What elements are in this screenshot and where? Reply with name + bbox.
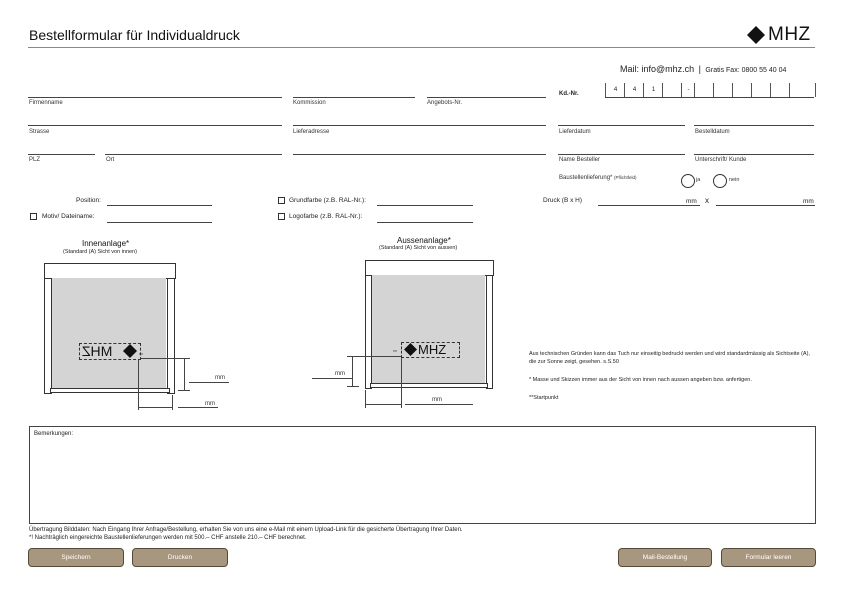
plz-label: PLZ: [29, 157, 41, 163]
outer-logo-diamond-icon: [404, 343, 417, 356]
ort-label: Ort: [106, 157, 115, 163]
inner-dim-left: [138, 360, 139, 410]
remarks-label: Bemerkungen:: [34, 431, 74, 437]
kommission-label: Kommission: [293, 100, 326, 106]
outer-subtitle: (Standard (A) Sicht von aussen): [379, 245, 458, 251]
inner-fabric: [52, 278, 166, 388]
druck-label: Druck (B x H): [543, 197, 582, 204]
inner-dim-right: [172, 395, 173, 410]
baustellenlieferung-text: Baustellenlieferung*: [559, 175, 613, 181]
name-besteller-label: Name Besteller: [559, 157, 601, 163]
druck-width-unit: mm: [686, 198, 697, 205]
outer-dim-left: [365, 390, 366, 408]
outer-height-unit: mm: [335, 371, 345, 377]
footer-surcharge-note: *! Nachträglich eingereichte Baustellenlieferungen werden mit 500.– CHF anstelle 210.– CHF berechnet.: [29, 535, 307, 541]
inner-bottom-bar: [50, 388, 170, 393]
firmenname-field[interactable]: [28, 97, 282, 98]
lieferadresse-field[interactable]: [293, 125, 546, 126]
clear-form-button[interactable]: Formular leeren: [721, 548, 816, 567]
grundfarbe-label: Grundfarbe (z.B. RAL-Nr.):: [289, 197, 366, 204]
outer-dim-right: [401, 358, 402, 408]
outer-width-field[interactable]: [405, 404, 473, 405]
druck-width-field[interactable]: [598, 205, 700, 206]
angebots-nr-field[interactable]: [427, 97, 546, 98]
outer-fabric: [372, 275, 485, 383]
baustellenlieferung-label: [559, 175, 637, 181]
firmenname-label: Firmenname: [29, 100, 63, 106]
outer-logo-text: MHZ: [418, 342, 447, 357]
inner-head-box: [44, 263, 176, 279]
kdnr-cell-10[interactable]: [770, 83, 790, 97]
outer-dim-tick-top: [347, 356, 401, 357]
kdnr-blank-1[interactable]: [662, 83, 682, 97]
lieferadresse-field-2[interactable]: [293, 154, 546, 155]
outer-rail-right: [486, 275, 493, 389]
outer-height-field[interactable]: [312, 378, 352, 379]
lieferdatum-label: Lieferdatum: [559, 129, 591, 135]
inner-dim-tick-bot: [178, 390, 190, 391]
kommission-field[interactable]: [293, 97, 415, 98]
outer-rail-left: [365, 275, 372, 389]
unterschrift-field[interactable]: [694, 154, 814, 155]
lieferadresse-label: Lieferadresse: [293, 129, 330, 135]
footer-upload-note: Übertragung Bilddaten: Nach Eingang Ihrer Anfrage/Bestellung, erhalten Sie von uns eine e-Mail mit einem Upload-Link für die gesicherte Übertragung Ihrer Daten.: [29, 527, 463, 533]
inner-star-marker: **: [139, 353, 143, 359]
strasse-field[interactable]: [28, 125, 282, 126]
logofarbe-label: Logofarbe (z.B. RAL-Nr.):: [289, 213, 363, 220]
fax-number: Gratis Fax: 0800 55 40 04: [705, 67, 787, 74]
remarks-box[interactable]: [29, 426, 816, 524]
contact-line: [620, 59, 786, 77]
inner-dim-tick-top: [140, 358, 190, 359]
outer-width-unit: mm: [432, 397, 442, 403]
position-field[interactable]: [107, 205, 212, 206]
plz-field[interactable]: [28, 154, 95, 155]
motiv-label: Motiv/ Dateiname:: [42, 213, 95, 220]
page-title: Bestellformular für Individualdruck: [29, 27, 240, 43]
radio-ja-label: ja: [696, 177, 701, 183]
kdnr-cell-11[interactable]: [789, 83, 816, 97]
strasse-label: Strasse: [29, 129, 50, 135]
radio-nein-label: nein: [729, 177, 740, 183]
kdnr-digit-3: 1: [643, 83, 663, 97]
outer-star-marker: **: [393, 350, 397, 356]
outer-dim-horizontal: [365, 404, 401, 405]
angebots-nr-label: Angebots-Nr.: [427, 100, 463, 106]
outer-dim-vertical: [352, 356, 353, 386]
logofarbe-checkbox[interactable]: [278, 213, 285, 220]
lieferdatum-field[interactable]: [558, 125, 685, 126]
inner-title: Innenanlage*: [82, 239, 130, 248]
position-label: Position:: [76, 197, 101, 204]
motiv-field[interactable]: [107, 222, 212, 223]
kdnr-cell-6[interactable]: [694, 83, 714, 97]
outer-dim-tick-bot: [347, 386, 359, 387]
inner-logo-text: MHZ: [82, 343, 113, 359]
note-technical: Aus technischen Gründen kann das Tuch nur einseitig bedruckt werden und wird standardmässig als Sichtseite (A), die zur Sonne zeigt, gesehen. s.S.50: [529, 351, 810, 365]
motiv-checkbox[interactable]: [30, 213, 37, 220]
kdnr-cell-7[interactable]: [713, 83, 733, 97]
print-button[interactable]: Drucken: [132, 548, 228, 567]
kdnr-cell-8[interactable]: [732, 83, 752, 97]
ort-field[interactable]: [105, 154, 282, 155]
logo-text: MHZ: [768, 24, 811, 45]
inner-logo-box: [79, 343, 141, 360]
druck-height-unit: mm: [803, 198, 814, 205]
note-masse: * Masse und Skizzen immer aus der Sicht von innen nach aussen angeben bzw. anfertigen.: [529, 377, 752, 383]
diamond-logo-icon: [746, 25, 766, 45]
inner-dim-horizontal: [138, 407, 172, 408]
save-button[interactable]: Speichern: [28, 548, 124, 567]
separator: |: [698, 64, 701, 74]
outer-title: Aussenanlage*: [397, 236, 451, 245]
radio-ja[interactable]: [681, 174, 695, 188]
unterschrift-label: Unterschrift/ Kunde: [695, 157, 747, 163]
inner-width-unit: mm: [205, 401, 215, 407]
inner-rail-left: [44, 278, 52, 394]
name-besteller-field[interactable]: [558, 154, 685, 155]
grundfarbe-checkbox[interactable]: [278, 197, 285, 204]
kdnr-label: Kd.-Nr.: [559, 91, 579, 97]
bestelldatum-field[interactable]: [694, 125, 814, 126]
inner-logo-diamond-icon: [123, 344, 137, 358]
mail-order-button[interactable]: Mail-Bestellung: [618, 548, 712, 567]
bestelldatum-label: Bestelldatum: [695, 129, 730, 135]
inner-height-unit: mm: [215, 375, 225, 381]
mail-address[interactable]: Mail: info@mhz.ch: [620, 64, 695, 74]
kdnr-baseline: [605, 97, 814, 98]
pflichtfeld-text: (Pflichtfeld): [614, 175, 637, 180]
radio-nein[interactable]: [713, 174, 727, 188]
druck-height-field[interactable]: [716, 205, 815, 206]
outer-head-box: [365, 260, 494, 276]
kdnr-digit-1: 4: [605, 83, 625, 97]
grundfarbe-field[interactable]: [377, 205, 473, 206]
outer-bottom-bar: [370, 383, 488, 388]
inner-subtitle: (Standard (A) Sicht von innen): [63, 249, 137, 255]
inner-rail-right: [167, 278, 175, 394]
inner-dim-vertical: [184, 358, 185, 390]
header-rule: [28, 47, 815, 48]
inner-width-field[interactable]: [178, 407, 218, 408]
kdnr-cell-9[interactable]: [751, 83, 771, 97]
kdnr-digit-2: 4: [624, 83, 644, 97]
inner-height-field[interactable]: [189, 382, 229, 383]
logofarbe-field[interactable]: [377, 222, 473, 223]
note-startpunkt: **Startpunkt: [529, 395, 559, 401]
druck-x: x: [705, 196, 709, 205]
kdnr-dash: -: [681, 83, 695, 97]
outer-logo-box: [401, 342, 460, 358]
